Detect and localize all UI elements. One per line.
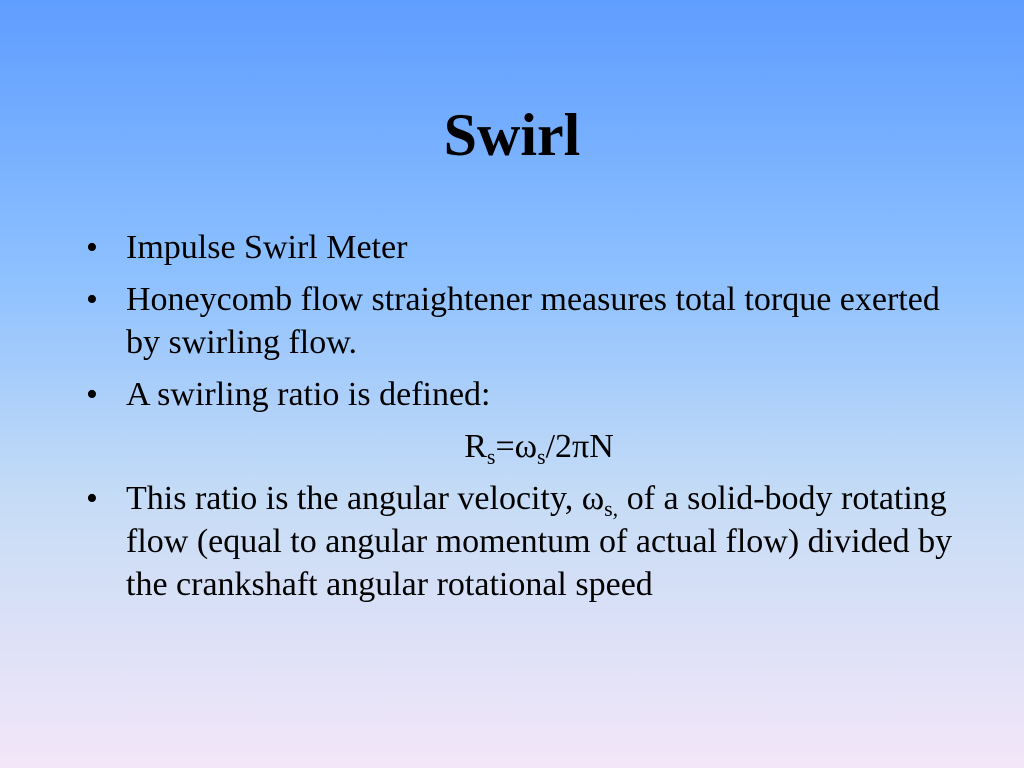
bullet-marker: • bbox=[86, 281, 98, 318]
slide-content bbox=[86, 226, 966, 615]
bullet-item bbox=[86, 373, 966, 416]
bullet-item bbox=[86, 477, 966, 606]
bullet-text-after: of a solid-body rotating flow (equal to angular momentum of actual flow) divided by the crankshaft angular rotational speed bbox=[126, 480, 953, 603]
bullet-text: Honeycomb flow straightener measures total torque exerted by swirling flow. bbox=[126, 281, 940, 361]
formula-r: R bbox=[464, 428, 487, 465]
formula-equals: = bbox=[495, 428, 515, 465]
omega-subscript: s, bbox=[604, 496, 619, 521]
slide-title: Swirl bbox=[443, 102, 581, 168]
bullet-item bbox=[86, 226, 966, 269]
omega-symbol: ω bbox=[581, 480, 605, 517]
bullet-text-before: This ratio is the angular velocity, bbox=[126, 480, 582, 517]
swirl-ratio-formula bbox=[79, 425, 959, 468]
bullet-item bbox=[86, 278, 966, 364]
bullet-marker: • bbox=[86, 376, 98, 413]
bullet-marker: • bbox=[86, 229, 98, 266]
bullet-marker: • bbox=[86, 480, 98, 517]
formula-r-subscript: s bbox=[486, 444, 496, 469]
formula-omega-subscript: s bbox=[537, 444, 546, 469]
bullet-text: Impulse Swirl Meter bbox=[126, 229, 408, 266]
formula-rest: /2πN bbox=[545, 428, 614, 465]
formula-omega: ω bbox=[514, 428, 538, 465]
bullet-text: A swirling ratio is defined: bbox=[126, 376, 491, 413]
